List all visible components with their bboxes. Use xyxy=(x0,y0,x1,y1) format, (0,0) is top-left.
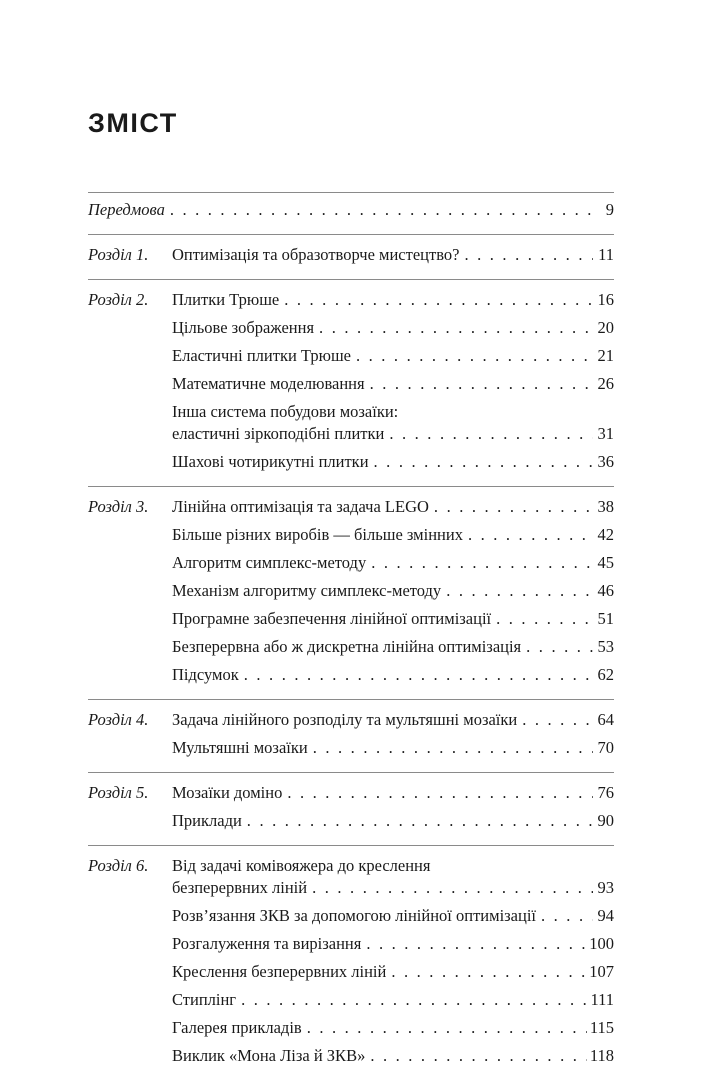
toc-entry-line xyxy=(172,934,614,954)
toc-entry-line xyxy=(172,962,614,982)
toc-entry xyxy=(88,931,614,959)
dot-leader xyxy=(319,318,593,338)
toc-entry-line xyxy=(172,245,614,265)
toc-entry-line xyxy=(172,424,614,444)
toc-page-number: 46 xyxy=(597,581,614,600)
toc-page-number: 62 xyxy=(597,665,614,684)
toc-entry-title: Розгалуження та вирізання xyxy=(172,934,362,953)
toc-entry-title: Креслення безперервних ліній xyxy=(172,962,387,981)
toc-entry-title: Розв’язання ЗКВ за допомогою лінійної оптимізації xyxy=(172,906,536,925)
toc-entry xyxy=(88,550,614,578)
toc-entry-title-line1: Інша система побудови мозаїки: xyxy=(172,402,399,421)
toc-entry-line xyxy=(172,452,614,472)
toc-entry-title: Еластичні плитки Трюше xyxy=(172,346,351,365)
toc-entry-title: Безперервна або ж дискретна лінійна оптимізація xyxy=(172,637,522,656)
toc-entry xyxy=(88,578,614,606)
toc-entry-line xyxy=(172,990,614,1010)
toc-entry xyxy=(88,853,614,903)
toc-entry-line xyxy=(172,525,614,545)
dot-leader xyxy=(370,1046,587,1066)
dot-leader xyxy=(307,1018,587,1038)
toc-entry-title: Математичне моделювання xyxy=(172,374,365,393)
dot-leader xyxy=(496,609,593,629)
toc-entry xyxy=(88,1043,614,1071)
toc-entry-title: Шахові чотирикутні плитки xyxy=(172,452,369,471)
toc-entry-title: Алгоритм симплекс-методу xyxy=(172,553,367,572)
toc-entry-line xyxy=(172,738,614,758)
toc-entry-title: Приклади xyxy=(172,811,242,830)
toc-group-chapter xyxy=(88,772,614,845)
toc-entry-title: Цільове зображення xyxy=(172,318,315,337)
toc-entry-title: Лінійна оптимізація та задача LEGO xyxy=(172,497,429,516)
dot-leader xyxy=(541,906,593,926)
chapter-label: Розділ 5. xyxy=(88,783,149,802)
dot-leader xyxy=(391,962,586,982)
toc-page-number: 107 xyxy=(589,962,614,981)
chapter-label: Розділ 1. xyxy=(88,245,149,264)
toc-entry-line xyxy=(172,318,614,338)
chapter-label: Розділ 2. xyxy=(88,290,149,309)
toc-entry-line xyxy=(172,710,614,730)
toc-group-chapter xyxy=(88,699,614,772)
toc-page-number: 11 xyxy=(598,245,614,264)
toc-entry xyxy=(88,606,614,634)
dot-leader xyxy=(244,665,593,685)
toc-page-number: 53 xyxy=(597,637,614,656)
toc-entry-line xyxy=(172,497,614,517)
toc-entry xyxy=(88,449,614,477)
toc-entry-line xyxy=(172,1046,614,1066)
toc-group-preface xyxy=(88,192,614,234)
toc-entry-line xyxy=(172,637,614,657)
table-of-contents xyxy=(88,192,614,1080)
dot-leader xyxy=(468,525,593,545)
dot-leader xyxy=(522,710,593,730)
dot-leader xyxy=(526,637,593,657)
dot-leader xyxy=(366,934,586,954)
chapter-label: Розділ 4. xyxy=(88,710,149,729)
toc-page-number: 16 xyxy=(597,290,614,309)
toc-entry-line xyxy=(172,290,614,310)
chapter-label: Розділ 6. xyxy=(88,856,149,875)
toc-page-number: 100 xyxy=(589,934,614,953)
toc-page-number: 70 xyxy=(597,738,614,757)
toc-page-number: 93 xyxy=(597,878,614,897)
toc-entry-line xyxy=(172,878,614,898)
dot-leader xyxy=(464,245,593,265)
toc-page-number: 76 xyxy=(597,783,614,802)
toc-entry-line xyxy=(172,553,614,573)
chapter-label: Розділ 3. xyxy=(88,497,149,516)
toc-group-chapter xyxy=(88,279,614,486)
toc-entry xyxy=(88,780,614,808)
dot-leader xyxy=(389,424,593,444)
dot-leader xyxy=(284,290,593,310)
dot-leader xyxy=(374,452,593,472)
toc-entry-title: Задача лінійного розподілу та мультяшні мозаїки xyxy=(172,710,518,729)
toc-entry-title: Механізм алгоритму симплекс-методу xyxy=(172,581,442,600)
toc-entry xyxy=(88,197,614,225)
toc-page-number: 42 xyxy=(597,525,614,544)
toc-page-number: 90 xyxy=(597,811,614,830)
toc-entry-line xyxy=(172,609,614,629)
toc-entry-title: Передмова xyxy=(88,200,165,219)
toc-entry xyxy=(88,494,614,522)
toc-entry-title: Оптимізація та образотворче мистецтво? xyxy=(172,245,460,264)
toc-entry xyxy=(88,808,614,836)
toc-entry-title: Більше різних виробів — більше змінних xyxy=(172,525,463,544)
toc-group-chapter xyxy=(88,486,614,699)
toc-entry-line xyxy=(172,1018,614,1038)
toc-page-number: 51 xyxy=(597,609,614,628)
toc-page-number: 26 xyxy=(597,374,614,393)
toc-entry-line xyxy=(172,811,614,831)
toc-entry-title: Мозаїки доміно xyxy=(172,783,283,802)
toc-entry xyxy=(88,662,614,690)
dot-leader xyxy=(434,497,593,517)
toc-page-number: 36 xyxy=(597,452,614,471)
toc-page-number: 9 xyxy=(605,200,614,219)
toc-entry-title: безперервних ліній xyxy=(172,878,308,897)
toc-group-chapter xyxy=(88,845,614,1080)
toc-entry-title: Галерея прикладів xyxy=(172,1018,302,1037)
dot-leader xyxy=(370,374,593,394)
toc-entry xyxy=(88,959,614,987)
toc-entry-line xyxy=(172,581,614,601)
toc-entry xyxy=(88,1015,614,1043)
toc-page-number: 64 xyxy=(597,710,614,729)
toc-entry-line xyxy=(172,346,614,366)
dot-leader xyxy=(247,811,593,831)
toc-page-number: 38 xyxy=(597,497,614,516)
toc-entry-line xyxy=(172,374,614,394)
toc-entry-title: Підсумок xyxy=(172,665,239,684)
toc-entry xyxy=(88,522,614,550)
toc-entry xyxy=(88,287,614,315)
toc-entry-title: Програмне забезпечення лінійної оптимізації xyxy=(172,609,492,628)
toc-entry xyxy=(88,242,614,270)
toc-page-number: 94 xyxy=(597,906,614,925)
toc-page-number: 45 xyxy=(597,553,614,572)
toc-page-number: 21 xyxy=(597,346,614,365)
toc-entry xyxy=(88,903,614,931)
page-title: ЗМІСТ xyxy=(88,108,178,138)
toc-page-number: 31 xyxy=(597,424,614,443)
toc-entry-line xyxy=(172,783,614,803)
toc-entry xyxy=(88,399,614,449)
toc-entry-title: Виклик «Мона Ліза й ЗКВ» xyxy=(172,1046,366,1065)
toc-page-number: 115 xyxy=(589,1018,614,1037)
dot-leader xyxy=(371,553,593,573)
toc-entry xyxy=(88,987,614,1015)
toc-entry-title-line1: Від задачі комівояжера до креслення xyxy=(172,856,431,875)
toc-entry-title: еластичні зіркоподібні плитки xyxy=(172,424,385,443)
dot-leader xyxy=(446,581,593,601)
toc-entry xyxy=(88,634,614,662)
dot-leader xyxy=(313,738,593,758)
dot-leader xyxy=(356,346,593,366)
toc-entry-title: Мультяшні мозаїки xyxy=(172,738,308,757)
toc-entry xyxy=(88,343,614,371)
toc-entry-line xyxy=(172,906,614,926)
dot-leader xyxy=(241,990,587,1010)
dot-leader xyxy=(312,878,593,898)
toc-page-number: 20 xyxy=(597,318,614,337)
toc-entry xyxy=(88,371,614,399)
toc-page-number: 118 xyxy=(589,1046,614,1065)
toc-entry-line xyxy=(172,665,614,685)
toc-entry xyxy=(88,735,614,763)
toc-entry xyxy=(88,707,614,735)
dot-leader xyxy=(170,200,593,220)
toc-entry xyxy=(88,315,614,343)
toc-page-number: 111 xyxy=(590,990,614,1009)
toc-group-chapter xyxy=(88,234,614,279)
toc-entry-title: Стиплінг xyxy=(172,990,237,1009)
toc-entry-title: Плитки Трюше xyxy=(172,290,280,309)
dot-leader xyxy=(287,783,593,803)
